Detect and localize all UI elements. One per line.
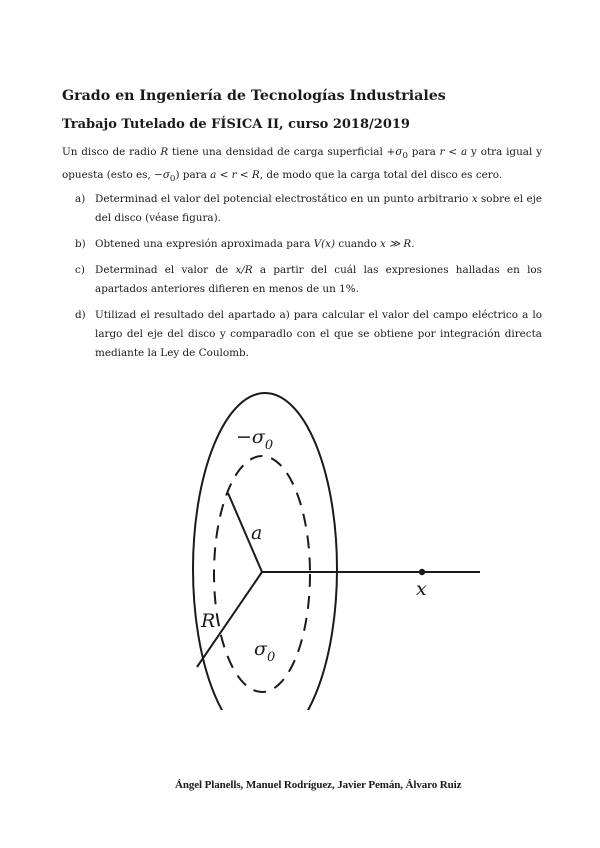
- label-a: a: [251, 522, 263, 544]
- disk-figure: [190, 385, 480, 710]
- question-b-text-2: cuando: [335, 238, 381, 250]
- condition-outer: a < r < R: [210, 169, 260, 182]
- intro-text-5: ) para: [175, 169, 211, 182]
- point-x-marker: [419, 569, 425, 575]
- intro-text-1: Un disco de radio: [62, 146, 161, 158]
- var-R: R: [160, 146, 169, 158]
- inner-charge-label: $\sigma_0$: [254, 638, 276, 665]
- intro-text-6: , de modo que la carga total del disco es cero.: [259, 169, 503, 182]
- question-b: [62, 235, 542, 254]
- authors-line: Ángel Planells, Manuel Rodríguez, Javier Pemán, Álvaro Ruiz: [175, 779, 462, 791]
- question-c-label: c): [75, 264, 85, 276]
- intro-text-2: tiene una densidad de carga superficial +: [168, 146, 396, 158]
- var-Vx: V(x): [313, 238, 336, 250]
- label-R: R: [201, 610, 216, 632]
- var-x: x: [471, 193, 478, 205]
- question-d: [62, 306, 542, 363]
- question-c: [62, 261, 542, 299]
- condition-far: x ≫ R: [380, 238, 412, 250]
- course-title: Grado en Ingeniería de Tecnologías Industriales: [62, 88, 446, 104]
- sigma-symbol: σ: [395, 146, 403, 158]
- label-x: x: [416, 578, 427, 600]
- outer-charge-label: $-\sigma_0$: [236, 426, 274, 453]
- question-a-label: a): [75, 193, 86, 205]
- question-b-text-1: Obtened una expresión aproximada para: [95, 238, 314, 250]
- intro-text-4: y otra igual y opuesta (esto es, −: [62, 146, 542, 182]
- problem-statement: [62, 143, 542, 189]
- question-a: [62, 190, 542, 228]
- question-c-text-1: Determinad el valor de: [95, 264, 236, 276]
- question-a-text-1: Determinad el valor del potencial electrostático en un punto arbitrario: [95, 193, 472, 205]
- sigma-subscript-neg: 0: [169, 174, 176, 185]
- question-d-label: d): [75, 309, 86, 321]
- question-b-label: b): [75, 238, 86, 250]
- var-ratio: x/R: [235, 264, 253, 276]
- question-d-text: Utilizad el resultado del apartado a) para calcular el valor del campo eléctrico a lo largo del eje del disco y comparadlo con el que se obtiene por integración directa mediante la Ley de Coulomb.: [95, 309, 542, 359]
- assignment-title: Trabajo Tutelado de FÍSICA II, curso 2018/2019: [62, 117, 410, 132]
- intro-text-3: para: [407, 146, 440, 158]
- sigma-subscript: 0: [402, 151, 408, 162]
- condition-inner: r < a: [439, 146, 468, 158]
- disk-diagram: [190, 385, 480, 710]
- question-c-text-2: a partir del cuál las expresiones halladas en los apartados anteriores difieren en menos de un 1%.: [95, 264, 542, 295]
- question-b-text-3: .: [411, 238, 415, 250]
- question-list: [62, 190, 542, 370]
- sigma-symbol-neg: σ: [162, 169, 170, 182]
- question-a-text-2: sobre el eje del disco (véase figura).: [95, 193, 542, 224]
